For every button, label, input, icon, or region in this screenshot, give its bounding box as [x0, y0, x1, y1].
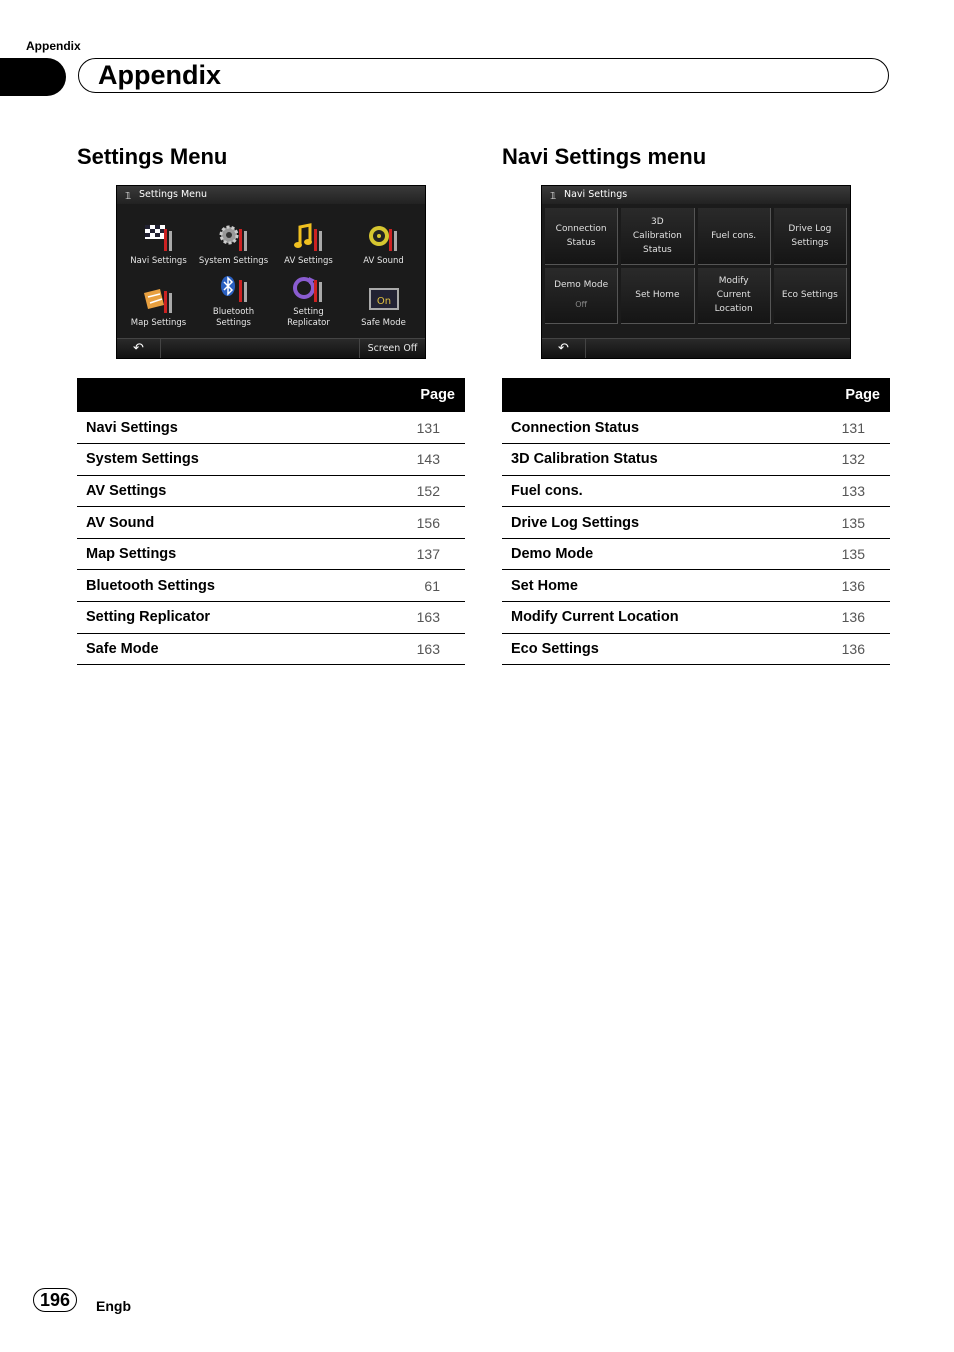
set-home-button[interactable]: [621, 268, 694, 325]
row-name: Bluetooth Settings: [77, 570, 364, 602]
table-row: [502, 475, 890, 507]
row-page: 163: [364, 602, 465, 634]
table-header-row: [77, 378, 465, 412]
eco-settings-button[interactable]: [774, 268, 847, 325]
button-label: Set Home: [635, 290, 680, 301]
button-label: Connection Status: [555, 223, 607, 248]
map-wrench-icon: [141, 284, 177, 316]
screen-off-button[interactable]: Screen Off: [359, 339, 425, 359]
navi-settings-menu-section: [502, 140, 890, 665]
tile-label: AV Sound: [363, 256, 404, 266]
connection-status-button[interactable]: [545, 208, 618, 265]
row-name: Modify Current Location: [502, 602, 807, 634]
row-name: Fuel cons.: [502, 475, 807, 507]
safe-mode-badge: On: [376, 296, 391, 307]
button-label: Modify Current Location: [714, 276, 753, 315]
row-page: 163: [364, 633, 465, 665]
drive-log-settings-button[interactable]: [774, 208, 847, 265]
table-header-row: [502, 378, 890, 412]
table-header-cell: [77, 378, 364, 412]
table-row: [502, 570, 890, 602]
wrench-icon: 𝟙: [550, 191, 557, 202]
chapter-tab: [0, 58, 66, 96]
row-page: 131: [807, 412, 890, 444]
table-row: [77, 538, 465, 570]
table-row: [77, 633, 465, 665]
screen-title-bar: [117, 186, 425, 204]
row-name: Setting Replicator: [77, 602, 364, 634]
navi-button-grid: [545, 208, 847, 324]
row-page: 133: [807, 475, 890, 507]
row-page: 61: [364, 570, 465, 602]
navi-settings-page-table: [502, 378, 890, 665]
back-arrow-icon[interactable]: ↶: [542, 339, 586, 359]
row-page: 156: [364, 507, 465, 539]
row-name: AV Sound: [77, 507, 364, 539]
row-name: 3D Calibration Status: [502, 444, 807, 476]
row-page: 136: [807, 602, 890, 634]
settings-menu-screenshot: [116, 185, 426, 359]
table-row: [77, 475, 465, 507]
back-arrow-icon[interactable]: ↶: [117, 339, 161, 359]
tile-system-settings[interactable]: [196, 208, 271, 270]
tile-setting-replicator[interactable]: [271, 270, 346, 332]
button-label: 3D Calibration Status: [632, 216, 682, 255]
button-label: Demo Mode: [554, 280, 609, 291]
row-name: System Settings: [77, 444, 364, 476]
table-row: [502, 412, 890, 444]
table-row: [502, 602, 890, 634]
tile-safe-mode[interactable]: [346, 270, 421, 332]
page-column-header: Page: [807, 378, 890, 412]
button-label: Eco Settings: [781, 290, 838, 301]
demo-mode-button[interactable]: [545, 268, 618, 325]
settings-menu-page-table: [77, 378, 465, 665]
table-row: [502, 507, 890, 539]
replicator-wrench-icon: [291, 273, 327, 305]
tile-navi-settings[interactable]: [121, 208, 196, 270]
tile-label: Navi Settings: [130, 256, 187, 266]
tile-label: Safe Mode: [361, 318, 406, 328]
fuel-cons-button[interactable]: [698, 208, 771, 265]
row-name: Safe Mode: [77, 633, 364, 665]
tile-av-settings[interactable]: [271, 208, 346, 270]
settings-menu-section: [77, 140, 465, 665]
button-label: Fuel cons.: [711, 230, 757, 241]
row-page: 137: [364, 538, 465, 570]
screen-title: Navi Settings: [564, 189, 628, 200]
bluetooth-wrench-icon: [216, 273, 252, 305]
screen-footer-bar: [542, 338, 850, 358]
row-name: Map Settings: [77, 538, 364, 570]
section-title-part-b: menu: [647, 144, 707, 169]
language-code: Engb: [96, 1298, 131, 1314]
navi-settings-screenshot: [541, 185, 851, 359]
row-page: 136: [807, 570, 890, 602]
modify-current-location-button[interactable]: [698, 268, 771, 325]
row-name: AV Settings: [77, 475, 364, 507]
table-header-cell: [502, 378, 807, 412]
table-row: [502, 538, 890, 570]
row-page: 135: [807, 538, 890, 570]
row-page: 131: [364, 412, 465, 444]
row-name: Set Home: [502, 570, 807, 602]
tile-map-settings[interactable]: [121, 270, 196, 332]
monitor-on-icon: [366, 284, 402, 316]
section-title: [502, 140, 890, 174]
settings-tile-grid: [121, 208, 421, 332]
table-row: [77, 412, 465, 444]
table-row: [77, 570, 465, 602]
tile-av-sound[interactable]: [346, 208, 421, 270]
page-number: 196: [33, 1288, 77, 1312]
section-title-part-a: Navi Settings: [502, 144, 642, 169]
running-header-label: Appendix: [26, 39, 81, 53]
row-name: Navi Settings: [77, 412, 364, 444]
table-row: [502, 633, 890, 665]
tile-label: Setting Replicator: [287, 307, 330, 328]
screen-title: Settings Menu: [139, 189, 208, 200]
tile-bluetooth-settings[interactable]: [196, 270, 271, 332]
row-name: Drive Log Settings: [502, 507, 807, 539]
table-row: [77, 602, 465, 634]
table-row: [77, 444, 465, 476]
tile-label: Map Settings: [130, 318, 187, 328]
section-title: Settings Menu: [77, 144, 228, 169]
wrench-icon: 𝟙: [125, 191, 132, 202]
row-page: 136: [807, 633, 890, 665]
music-note-wrench-icon: [291, 222, 327, 254]
screen-footer-bar: [117, 338, 425, 358]
row-name: Eco Settings: [502, 633, 807, 665]
row-name: Demo Mode: [502, 538, 807, 570]
table-row: [77, 507, 465, 539]
row-page: 152: [364, 475, 465, 507]
table-row: [502, 444, 890, 476]
row-page: 135: [807, 507, 890, 539]
screen-title-bar: [542, 186, 850, 204]
page-column-header: Page: [364, 378, 465, 412]
row-name: Connection Status: [502, 412, 807, 444]
row-page: 132: [807, 444, 890, 476]
button-label: Drive Log Settings: [788, 223, 832, 248]
calibration-status-button[interactable]: [621, 208, 694, 265]
gear-wrench-icon: [216, 222, 252, 254]
speaker-wrench-icon: [366, 222, 402, 254]
tile-label: Bluetooth Settings: [212, 307, 255, 328]
tile-label: System Settings: [198, 256, 269, 266]
flag-wrench-icon: [141, 222, 177, 254]
tile-label: AV Settings: [284, 256, 333, 266]
chapter-title: Appendix: [98, 60, 222, 90]
row-page: 143: [364, 444, 465, 476]
demo-mode-value: Off: [575, 300, 588, 310]
